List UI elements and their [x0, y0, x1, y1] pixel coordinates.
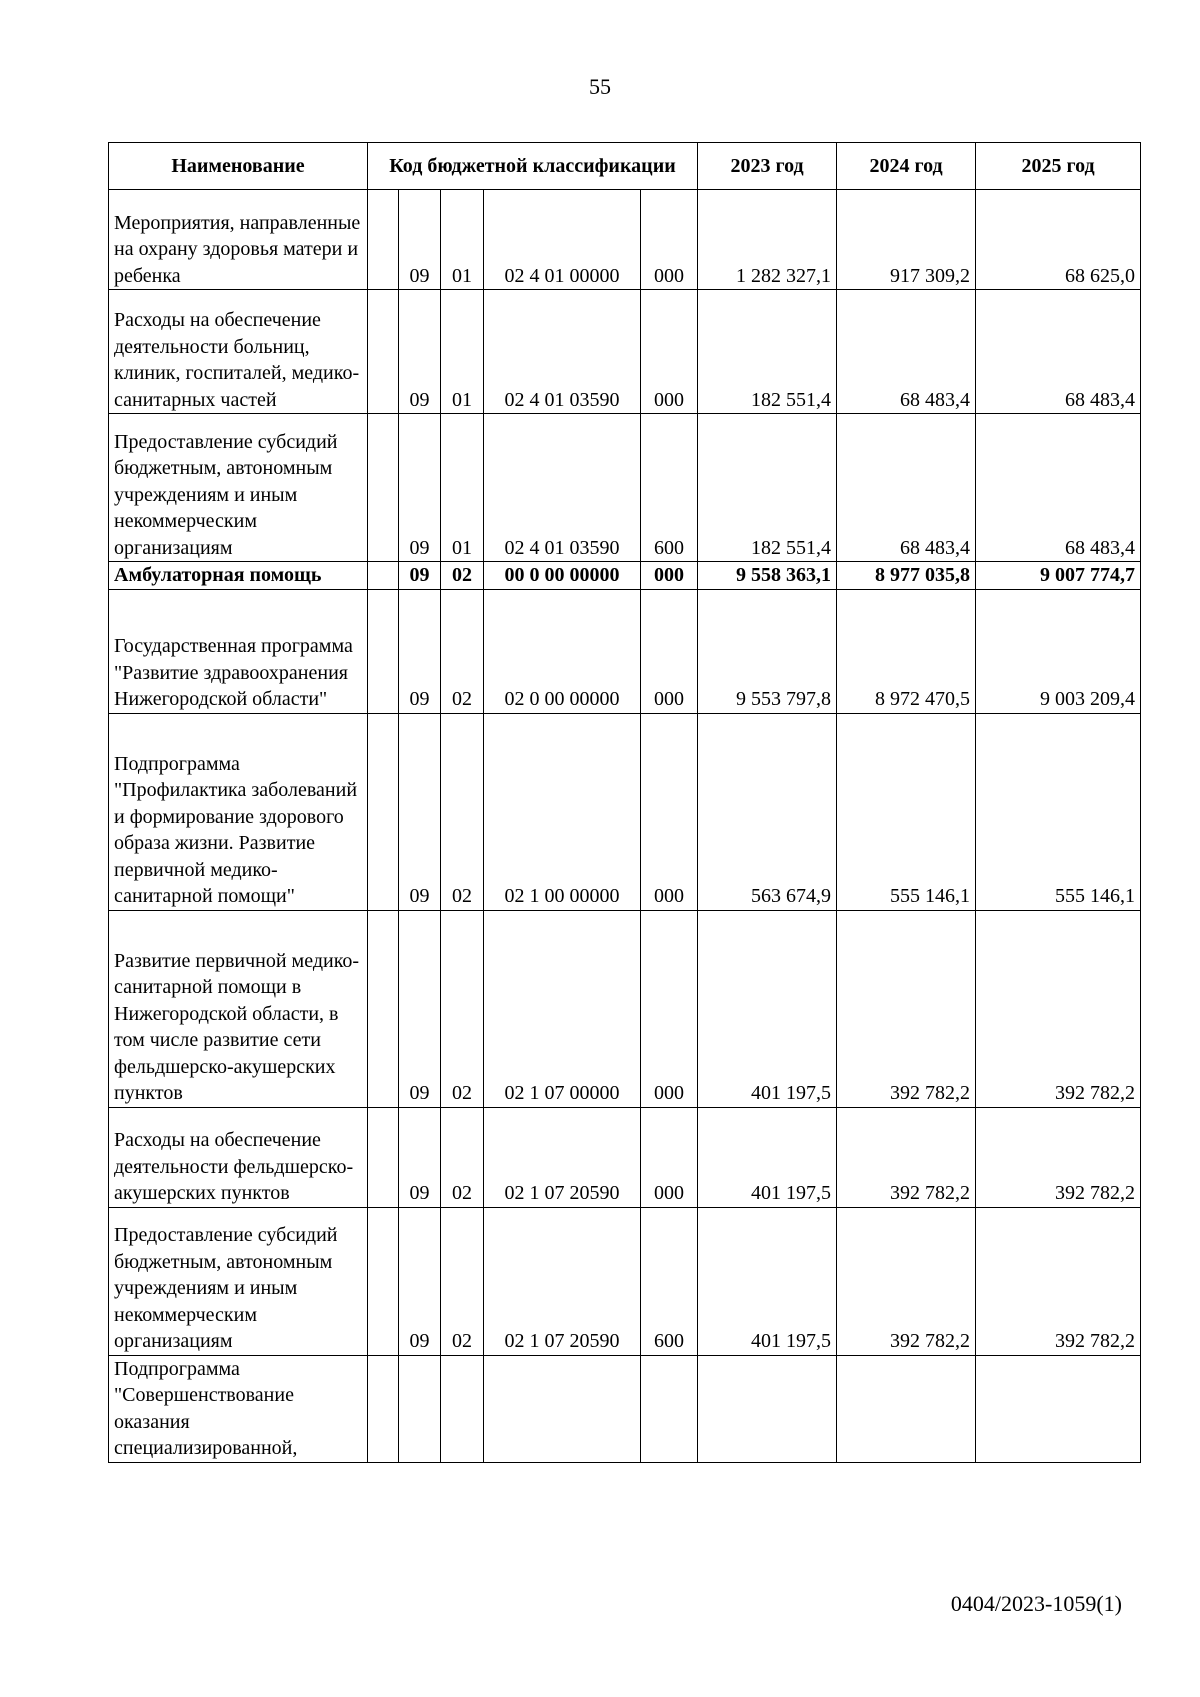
cell-code-1 — [368, 910, 399, 1107]
cell-2025: 68 625,0 — [976, 190, 1141, 290]
cell-code-section — [399, 1355, 441, 1462]
cell-2025: 555 146,1 — [976, 713, 1141, 910]
table-body — [109, 190, 1141, 1463]
cell-code-expense-type: 000 — [641, 1107, 698, 1207]
cell-2025: 9 003 209,4 — [976, 589, 1141, 713]
cell-2025: 68 483,4 — [976, 414, 1141, 562]
header-code: Код бюджетной классификации — [368, 143, 698, 190]
cell-code-1 — [368, 589, 399, 713]
table-row — [109, 562, 1141, 590]
cell-code-1 — [368, 1107, 399, 1207]
cell-2025: 392 782,2 — [976, 1107, 1141, 1207]
cell-code-subsection: 02 — [441, 910, 484, 1107]
cell-code-expense-type: 000 — [641, 190, 698, 290]
cell-code-expense-type — [641, 1355, 698, 1462]
cell-2024: 392 782,2 — [837, 1207, 976, 1355]
table-row — [109, 1207, 1141, 1355]
cell-code-section: 09 — [399, 290, 441, 414]
cell-code-section: 09 — [399, 190, 441, 290]
cell-2023: 182 551,4 — [698, 290, 837, 414]
cell-code-target: 02 0 00 00000 — [484, 589, 641, 713]
cell-code-subsection — [441, 1355, 484, 1462]
cell-code-1 — [368, 562, 399, 590]
cell-2024: 917 309,2 — [837, 190, 976, 290]
cell-code-target: 02 4 01 03590 — [484, 414, 641, 562]
table-row — [109, 589, 1141, 713]
cell-code-subsection: 02 — [441, 1107, 484, 1207]
cell-code-section: 09 — [399, 910, 441, 1107]
cell-code-subsection: 02 — [441, 713, 484, 910]
cell-code-subsection: 02 — [441, 562, 484, 590]
cell-name: Амбулаторная помощь — [109, 562, 368, 590]
cell-code-expense-type: 000 — [641, 290, 698, 414]
cell-2025: 68 483,4 — [976, 290, 1141, 414]
cell-2024: 8 972 470,5 — [837, 589, 976, 713]
cell-code-target: 02 1 07 20590 — [484, 1107, 641, 1207]
cell-2023: 401 197,5 — [698, 1107, 837, 1207]
cell-code-expense-type: 000 — [641, 910, 698, 1107]
cell-2023: 401 197,5 — [698, 910, 837, 1107]
cell-2023 — [698, 1355, 837, 1462]
cell-code-1 — [368, 713, 399, 910]
cell-code-1 — [368, 190, 399, 290]
cell-code-subsection: 01 — [441, 190, 484, 290]
cell-code-subsection: 02 — [441, 589, 484, 713]
cell-code-section: 09 — [399, 713, 441, 910]
table-header-row — [109, 143, 1141, 190]
cell-name: Расходы на обеспечение деятельности фельдшерско-акушерских пунктов — [109, 1107, 368, 1207]
cell-code-section: 09 — [399, 414, 441, 562]
cell-name: Предоставление субсидий бюджетным, автономным учреждениям и иным некоммерческим организациям — [109, 414, 368, 562]
cell-2023: 9 553 797,8 — [698, 589, 837, 713]
cell-name: Расходы на обеспечение деятельности больниц, клиник, госпиталей, медико-санитарных частей — [109, 290, 368, 414]
table-row — [109, 1355, 1141, 1462]
table-row — [109, 910, 1141, 1107]
cell-code-1 — [368, 1355, 399, 1462]
cell-2024: 555 146,1 — [837, 713, 976, 910]
header-name: Наименование — [109, 143, 368, 190]
cell-code-target — [484, 1355, 641, 1462]
cell-code-expense-type: 000 — [641, 589, 698, 713]
cell-2024: 392 782,2 — [837, 910, 976, 1107]
cell-code-1 — [368, 290, 399, 414]
table-row — [109, 190, 1141, 290]
cell-code-1 — [368, 414, 399, 562]
cell-code-expense-type: 000 — [641, 713, 698, 910]
cell-2023: 182 551,4 — [698, 414, 837, 562]
cell-2024: 392 782,2 — [837, 1107, 976, 1207]
cell-2023: 1 282 327,1 — [698, 190, 837, 290]
page-number: 55 — [589, 74, 611, 99]
table-row — [109, 290, 1141, 414]
table-row — [109, 1107, 1141, 1207]
cell-name: Подпрограмма "Профилактика заболеваний и формирование здорового образа жизни. Развитие первичной медико-санитарной помощи" — [109, 713, 368, 910]
cell-code-1 — [368, 1207, 399, 1355]
cell-code-subsection: 02 — [441, 1207, 484, 1355]
cell-code-section: 09 — [399, 589, 441, 713]
cell-code-section: 09 — [399, 562, 441, 590]
cell-code-target: 02 1 00 00000 — [484, 713, 641, 910]
cell-name: Мероприятия, направленные на охрану здоровья матери и ребенка — [109, 190, 368, 290]
cell-2024 — [837, 1355, 976, 1462]
cell-code-expense-type: 600 — [641, 1207, 698, 1355]
cell-2024: 68 483,4 — [837, 290, 976, 414]
table-row — [109, 713, 1141, 910]
cell-code-target: 02 1 07 20590 — [484, 1207, 641, 1355]
document-id: 0404/2023-1059(1) — [950, 1591, 1122, 1616]
cell-name: Подпрограмма "Совершенствование оказания специализированной, — [109, 1355, 368, 1462]
cell-2025 — [976, 1355, 1141, 1462]
cell-2025: 9 007 774,7 — [976, 562, 1141, 590]
cell-2023: 563 674,9 — [698, 713, 837, 910]
cell-code-subsection: 01 — [441, 414, 484, 562]
cell-code-expense-type: 600 — [641, 414, 698, 562]
cell-name: Развитие первичной медико-санитарной помощи в Нижегородской области, в том числе развитие сети фельдшерско-акушерских пунктов — [109, 910, 368, 1107]
cell-code-target: 02 1 07 00000 — [484, 910, 641, 1107]
cell-name: Государственная программа "Развитие здравоохранения Нижегородской области" — [109, 589, 368, 713]
cell-2024: 68 483,4 — [837, 414, 976, 562]
cell-2023: 9 558 363,1 — [698, 562, 837, 590]
budget-table — [108, 142, 1141, 1463]
cell-2025: 392 782,2 — [976, 1207, 1141, 1355]
cell-code-target: 02 4 01 03590 — [484, 290, 641, 414]
cell-code-expense-type: 000 — [641, 562, 698, 590]
cell-2025: 392 782,2 — [976, 910, 1141, 1107]
cell-code-target: 00 0 00 00000 — [484, 562, 641, 590]
cell-code-subsection: 01 — [441, 290, 484, 414]
cell-name: Предоставление субсидий бюджетным, автономным учреждениям и иным некоммерческим организациям — [109, 1207, 368, 1355]
header-2025: 2025 год — [976, 143, 1141, 190]
cell-code-target: 02 4 01 00000 — [484, 190, 641, 290]
cell-code-section: 09 — [399, 1207, 441, 1355]
header-2023: 2023 год — [698, 143, 837, 190]
table-row — [109, 414, 1141, 562]
cell-2023: 401 197,5 — [698, 1207, 837, 1355]
cell-code-section: 09 — [399, 1107, 441, 1207]
header-2024: 2024 год — [837, 143, 976, 190]
cell-2024: 8 977 035,8 — [837, 562, 976, 590]
